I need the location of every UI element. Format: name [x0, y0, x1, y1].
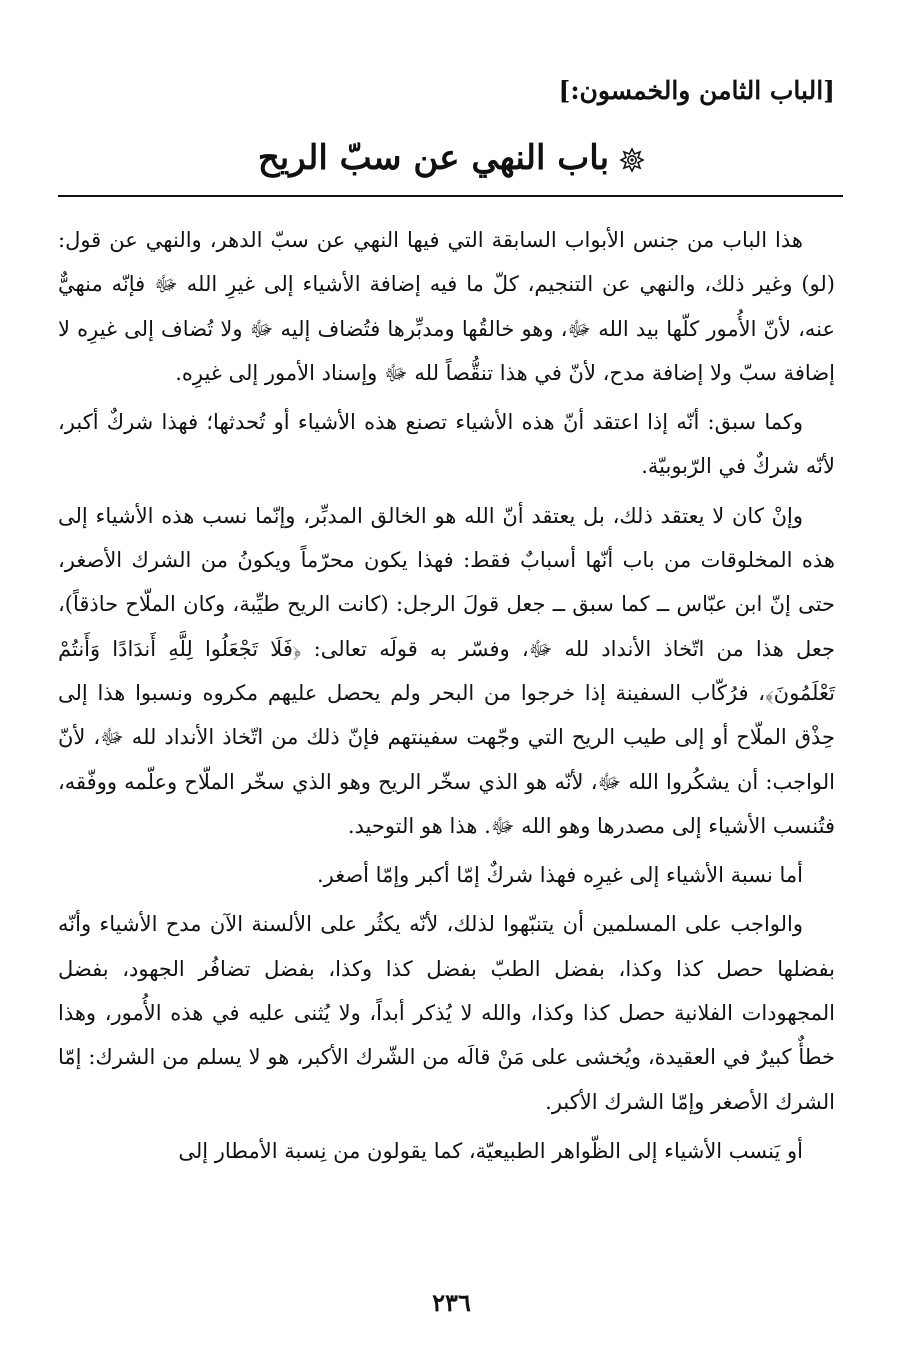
- title-text: باب النهي عن سبّ الريح: [257, 138, 610, 178]
- chapter-label: [الباب الثامن والخمسون:]: [558, 76, 835, 105]
- body-text: [58, 218, 835, 1178]
- paragraph-5: والواجب على المسلمين أن يتنبّهوا لذلك، لأنّه يكثُر على الألسنة الآن مدح الأشياء وأنّه بفضلها حصل كذا وكذا، بفضل الطبّ بفضل كذا وكذا، بفضل تضافُر الجهود، بفضل المجهودات الفلانية حصل كذا وكذا، والله لا يُذكر أبداً، ولا يُثنى عليه في هذه الأُمور، وهذا خطأٌ كبيرٌ في العقيدة، ويُخشى على مَنْ قالَه من الشّرك الأكبر، هو لا يسلم من الشرك: إمّا الشرك الأصغر وإمّا الشرك الأكبر.: [58, 912, 835, 1114]
- page-number: ٢٣٦: [432, 1288, 471, 1317]
- title-divider: [58, 195, 843, 197]
- paragraph-3: وإنْ كان لا يعتقد ذلك، بل يعتقد أنّ الله هو الخالق المدبِّر، وإنّما نسب هذه الأشياء إلى هذه المخلوقات من باب أنّها أسبابٌ فقط: فهذا يكون محرّماً ويكونُ من الشرك الأصغر، حتى إنّ ابن عبّاس ــ كما سبق ــ جعل قولَ الرجل: (كانت الريح طيِّبة، وكان الملّاح حاذقاً)، جعل هذا من اتّخاذ الأنداد لله ﷻ، وفسّر به قولَه تعالى: ﴿فَلَا تَجْعَلُوا لِلَّهِ أَندَادًا وَأَنتُمْ تَعْلَمُونَ﴾، فرُكّاب السفينة إذا خرجوا من البحر ولم يحصل عليهم مكروه ونسبوا هذا إلى حِذْق الملّاح أو إلى طيب الريح التي وجّهت سفينتهم فإنّ ذلك من اتّخاذ الأنداد لله ﷻ، لأنّ الواجب: أن يشكُروا الله ﷻ، لأنّه هو الذي سخّر الريح وهو الذي سخّر الملّاح وعلّمه ووفّقه، فتُنسب الأشياء إلى مصدرها وهو الله ﷻ. هذا هو التوحيد.: [58, 503, 835, 838]
- paragraph-1: هذا الباب من جنس الأبواب السابقة التي فيها النهي عن سبّ الدهر، والنهي عن قول: (لو) وغير ذلك، والنهي عن التنجيم، كلّ ما فيه إضافة الأشياء إلى غيرِ الله ﷻ فإنّه منهيٌّ عنه، لأنّ الأُمور كلّها بيد الله ﷻ، وهو خالقُها ومدبِّرها فتُضاف إليه ﷻ ولا تُضاف إلى غيرِه لا إضافة سبّ ولا إضافة مدح، لأنّ في هذا تنقُّصاً لله ﷻ وإسناد الأمور إلى غيرِه.: [58, 228, 835, 385]
- paragraph-4: أما نسبة الأشياء إلى غيرِه فهذا شركٌ إمّا أكبر وإمّا أصغر.: [316, 863, 803, 888]
- flower-ornament-icon: [619, 147, 645, 173]
- chapter-title: [60, 138, 843, 178]
- paragraph-6: أو يَنسب الأشياء إلى الظّواهر الطبيعيّة، كما يقولون من نِسبة الأمطار إلى: [178, 1138, 803, 1163]
- paragraph-2: وكما سبق: أنّه إذا اعتقد أنّ هذه الأشياء تصنع هذه الأشياء أو تُحدثها؛ فهذا شركٌ أكبر، لأنّه شركٌ في الرّبوبيّة.: [58, 410, 835, 479]
